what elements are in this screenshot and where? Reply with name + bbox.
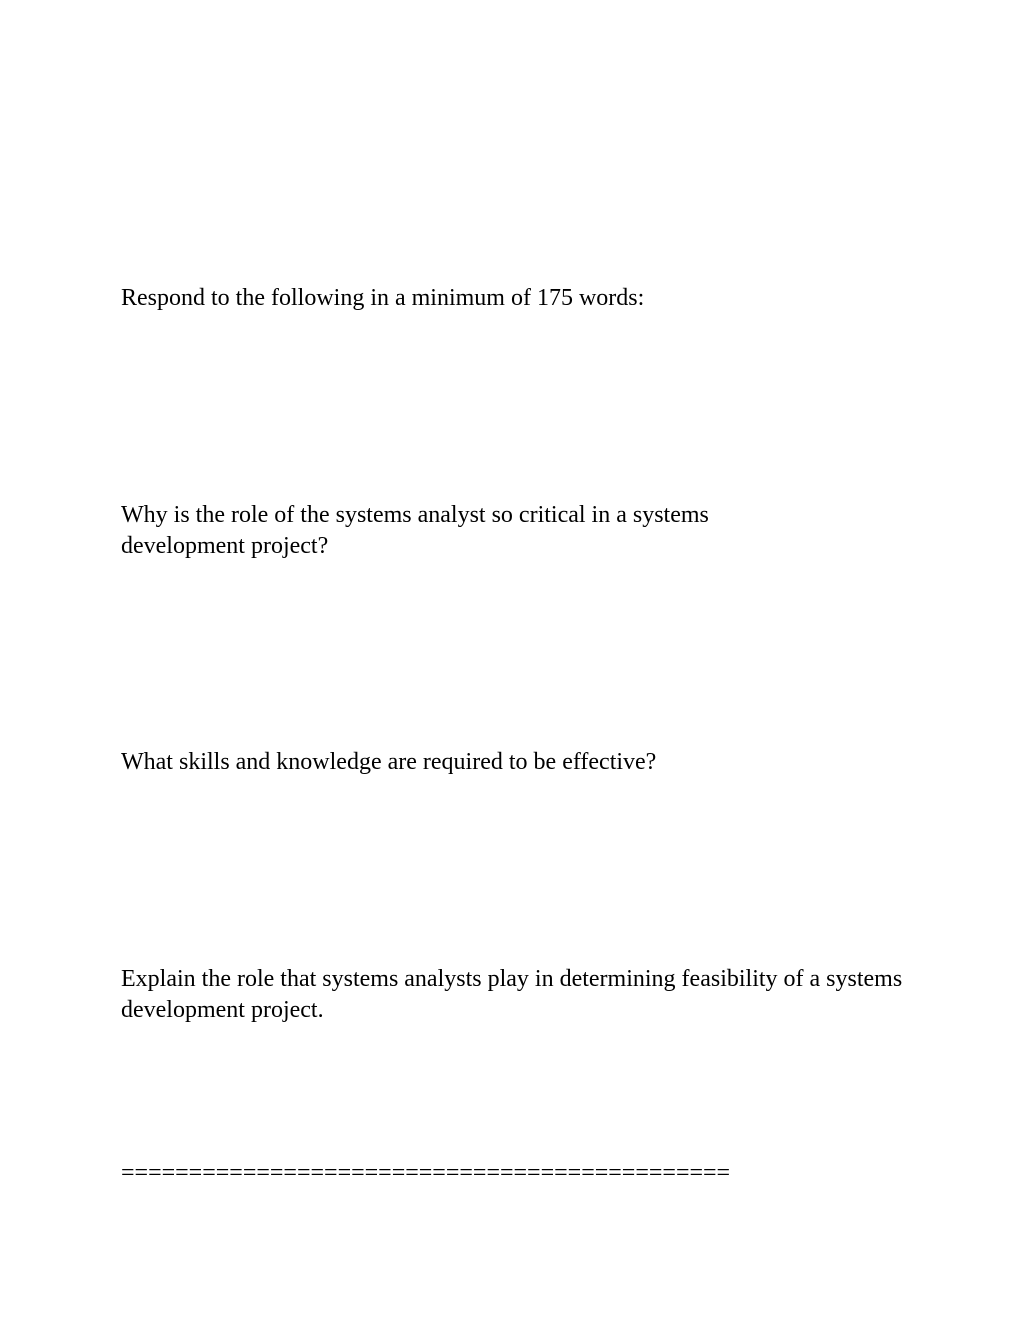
- question-3: Explain the role that systems analysts play in determining feasibility of a systems development project.: [121, 966, 903, 1023]
- question-2: What skills and knowledge are required to be effective?: [121, 749, 657, 775]
- question-1: Why is the role of the systems analyst so critical in a systems development project?: [121, 502, 709, 559]
- separator-line: =============================================: [121, 1160, 731, 1186]
- instruction-text: Respond to the following in a minimum of 175 words:: [121, 285, 645, 311]
